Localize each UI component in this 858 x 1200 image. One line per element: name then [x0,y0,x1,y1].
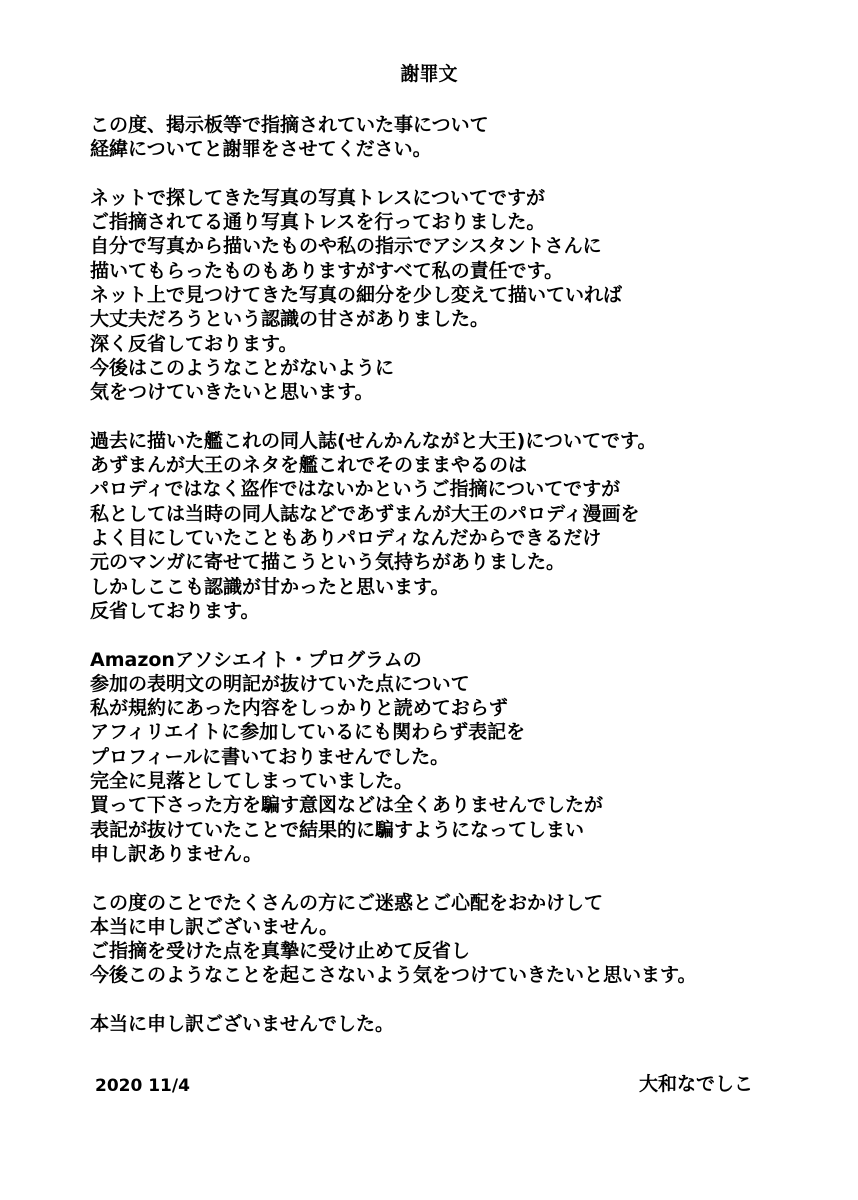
paragraph-3-line-6: 元のマンガに寄せて描こうという気持ちがありました。 [90,551,566,574]
document-signature: 大和なでしこ [639,1073,754,1095]
paragraph-3-line-5: よく目にしていたこともありパロディなんだからできるだけ [90,527,602,550]
paragraph-1-line-2: 経緯についてと謝罪をさせてください。 [90,138,432,161]
paragraph-2-line-3: 自分で写真から描いたものや私の指示でアシスタントさんに [90,235,602,258]
paragraph-2-line-6: 大丈夫だろうという認識の甘さがありました。 [90,308,490,331]
paragraph-3-line-2: あずまんが大王のネタを艦これでそのままやるのは [90,454,528,477]
paragraph-3-line-8: 反省しております。 [90,599,260,622]
paragraph-2-line-1: ネットで探してきた写真の写真トレスについてですが [90,186,546,209]
paragraph-2-line-9: 気をつけていきたいと思います。 [90,381,374,404]
paragraph-2-line-7: 深く反省しております。 [90,332,298,355]
paragraph-2-line-4: 描いてもらったものもありますがすべて私の責任です。 [90,259,564,282]
paragraph-gap [90,988,850,1012]
paragraph-4-line-5: プロフィールに書いておりませんでした。 [90,745,450,768]
paragraph-5-line-2: 本当に申し訳ございません。 [90,915,339,938]
paragraph-4-line-3: 私が規約にあった内容をしっかりと読めておらず [90,697,508,720]
paragraph-2-line-2: ご指摘されてる通り写真トレスを行っておりました。 [90,211,546,234]
paragraph-4-line-6: 完全に見落としてしまっていました。 [90,770,414,793]
paragraph-5-line-4: 今後このようなことを起こさないよう気をつけていきたいと思います。 [90,964,697,987]
paragraph-2-line-5: ネット上で見つけてきた写真の細分を少し変えて描いていれば [90,284,623,307]
paragraph-5-line-3: ご指摘を受けた点を真摯に受け止めて反省し [90,940,471,963]
document-body [90,113,850,1036]
paragraph-4-line-2: 参加の表明文の明記が抜けていた点について [90,672,470,695]
paragraph-gap [90,162,850,186]
paragraph-gap [90,405,850,429]
paragraph-1-line-1: この度、掲示板等で指摘されていた事について [90,114,489,136]
document-date: 2020 11/4 [95,1076,190,1096]
paragraph-4-line-7: 買って下さった方を騙す意図などは全くありませんでしたが [90,794,604,817]
paragraph-4-line-1: Amazonアソシエイト・プログラムの [90,648,422,671]
paragraph-4-line-4: アフィリエイトに参加しているにも関わらず表記を [90,721,526,744]
paragraph-4-line-8: 表記が抜けていたことで結果的に騙すようになってしまい [90,818,585,841]
paragraph-2-line-8: 今後はこのようなことがないように [90,356,395,379]
paragraph-3-line-7: しかしここも認識が甘かったと思います。 [90,575,450,598]
document-title: 謝罪文 [400,63,458,85]
paragraph-5-line-1: この度のことでたくさんの方にご迷惑とご心配をおかけして [90,891,604,914]
paragraph-3-line-1: 過去に描いた艦これの同人誌(せんかんながと大王)についてです。 [90,429,657,452]
paragraph-6-line-1: 本当に申し訳ございませんでした。 [90,1012,395,1035]
paragraph-gap [90,866,850,890]
paragraph-gap [90,623,850,647]
paragraph-3-line-4: 私としては当時の同人誌などであずまんが大王のパロディ漫画を [90,502,640,525]
paragraph-3-line-3: パロディではなく盗作ではないかというご指摘についてですが [90,478,621,501]
paragraph-4-line-9: 申し訳ありません。 [90,842,263,865]
